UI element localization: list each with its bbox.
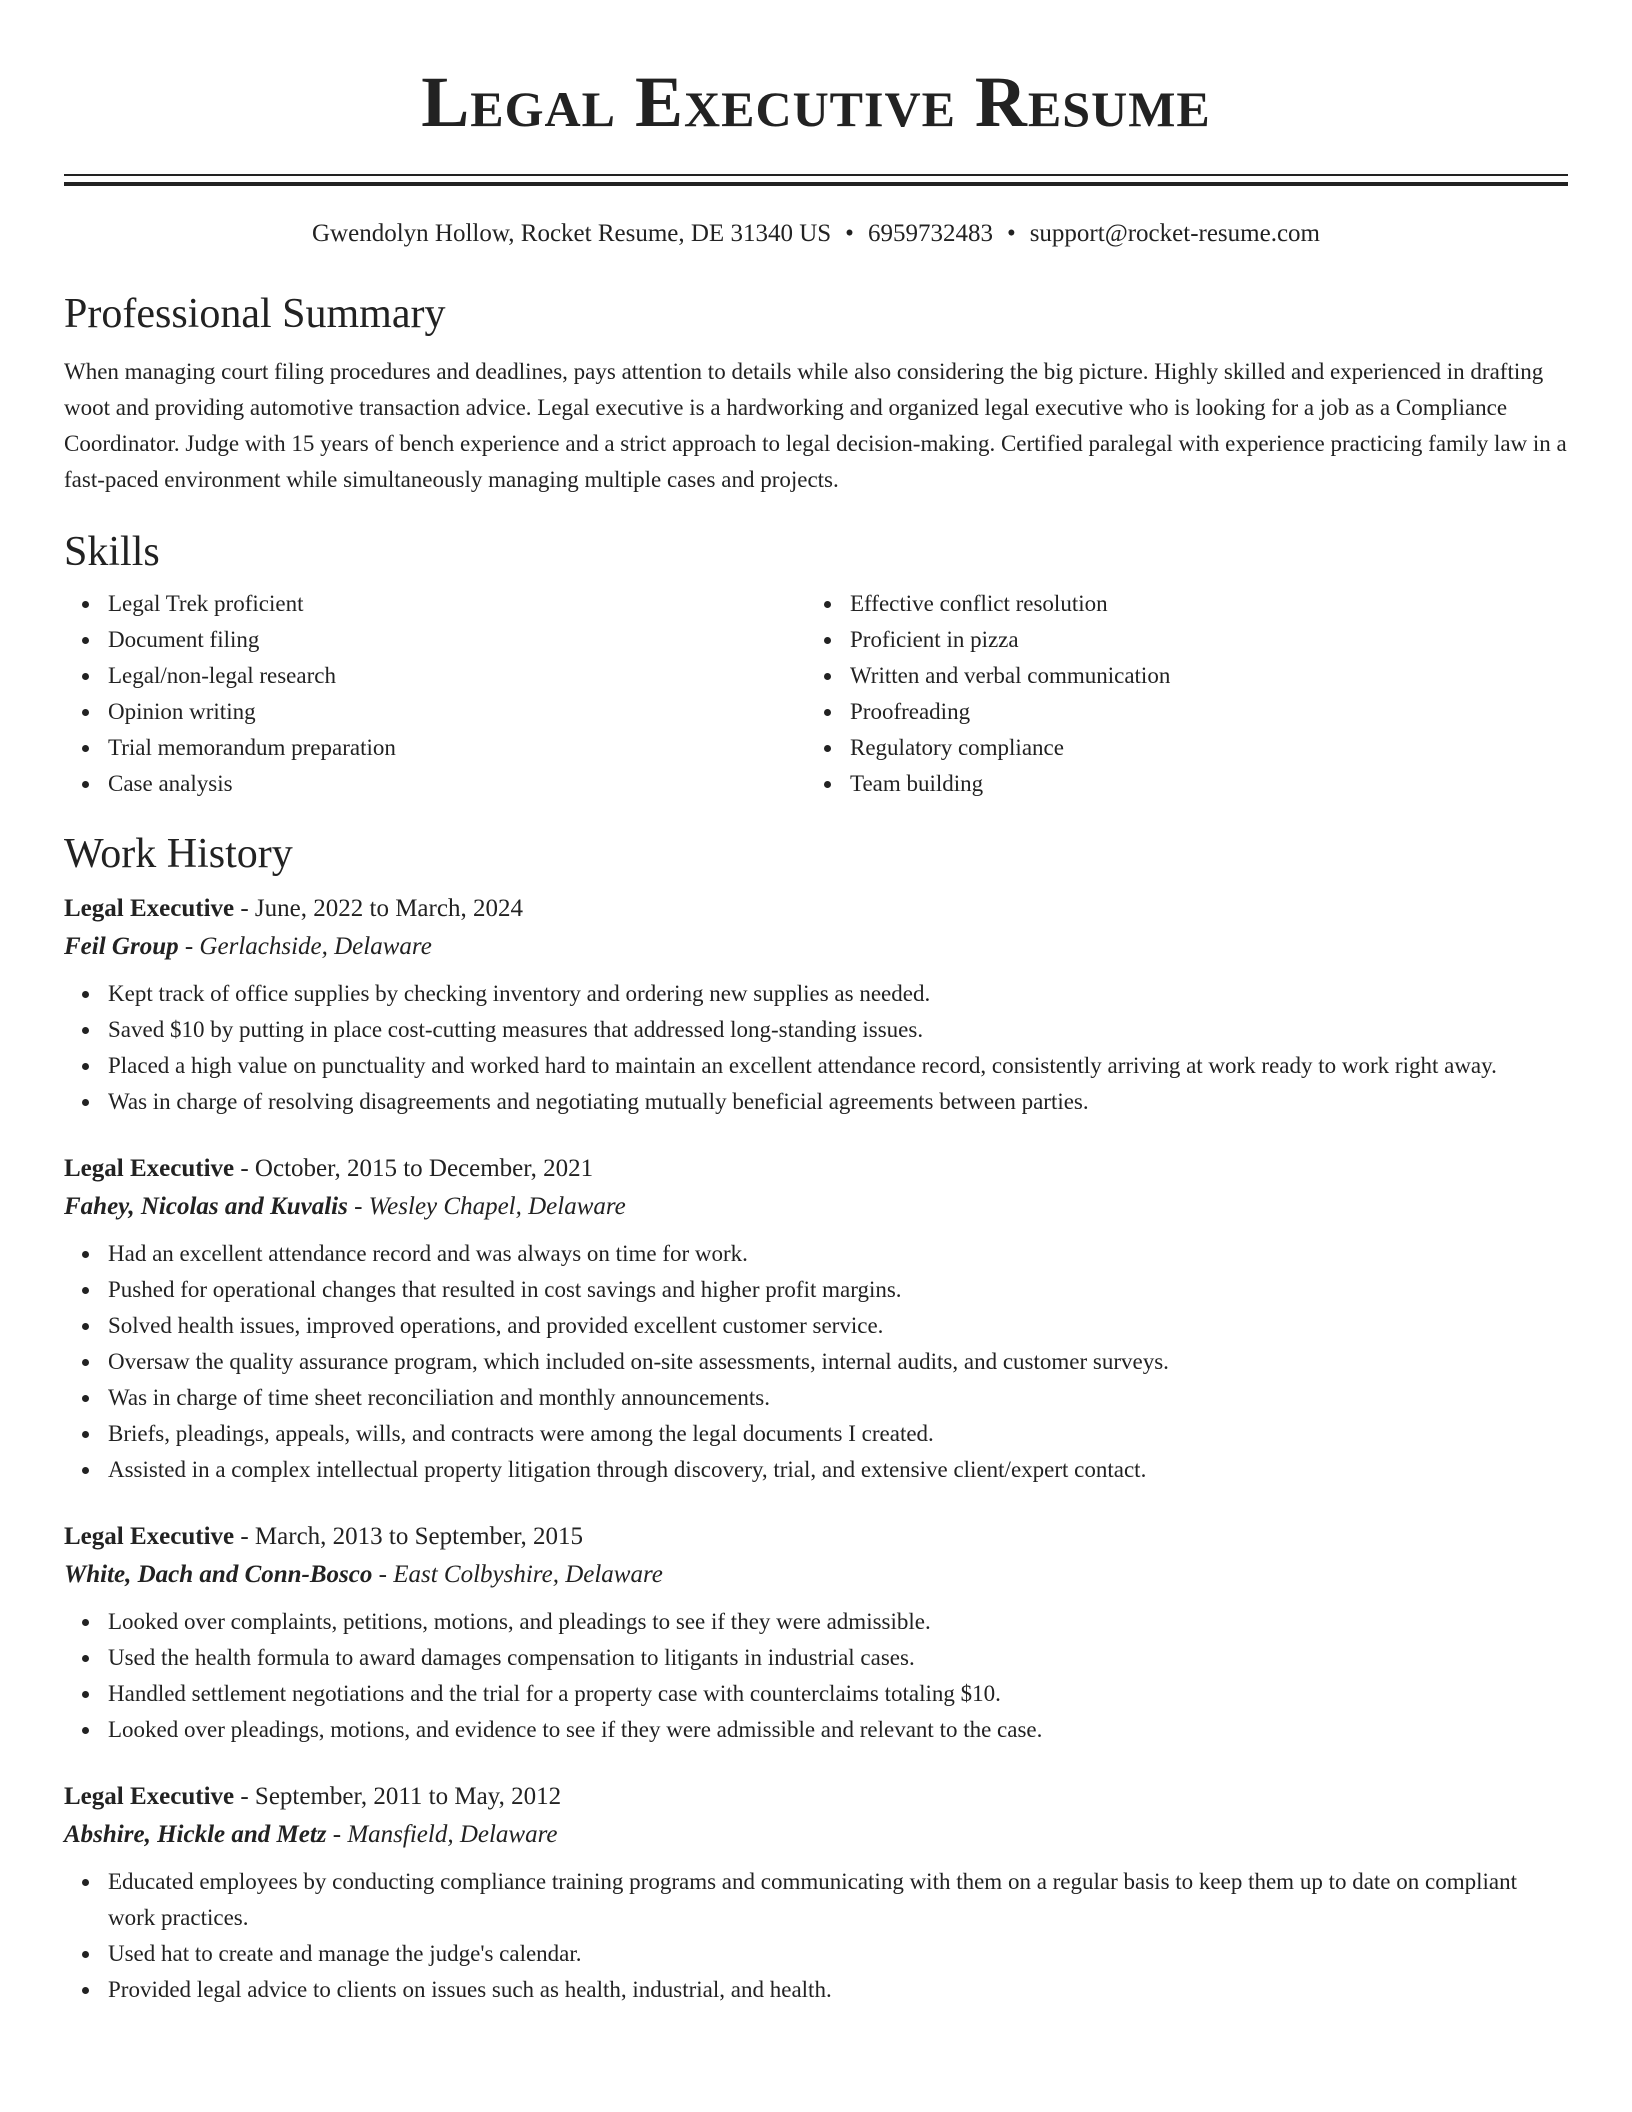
- job-company-line: [64, 1188, 1568, 1226]
- job-bullet: Pushed for operational changes that resulted in cost savings and higher profit margins.: [108, 1272, 1568, 1308]
- job-location: - Wesley Chapel, Delaware: [347, 1193, 626, 1220]
- skills-grid: [64, 586, 1568, 802]
- job-bullets: [64, 1864, 1568, 2008]
- job-entry: [64, 1150, 1568, 1488]
- skill-item: Proofreading: [850, 694, 1548, 730]
- job-bullets: [64, 976, 1568, 1120]
- job-title: Legal Executive: [64, 1783, 235, 1810]
- job-bullet: Looked over pleadings, motions, and evidence to see if they were admissible and relevant to the case.: [108, 1712, 1568, 1748]
- contact-address: Gwendolyn Hollow, Rocket Resume, DE 31340 US: [312, 220, 832, 247]
- job-bullet: Was in charge of resolving disagreements and negotiating mutually beneficial agreements between parties.: [108, 1084, 1568, 1120]
- job-bullet: Used the health formula to award damages compensation to litigants in industrial cases.: [108, 1640, 1568, 1676]
- job-company: Fahey, Nicolas and Kuvalis: [64, 1193, 348, 1220]
- job-location: - Mansfield, Delaware: [326, 1821, 558, 1848]
- job-bullet: Handled settlement negotiations and the trial for a property case with counterclaims totaling $10.: [108, 1676, 1568, 1712]
- job-bullet: Solved health issues, improved operations, and provided excellent customer service.: [108, 1308, 1568, 1344]
- skill-item: Document filing: [108, 622, 806, 658]
- skill-item: Proficient in pizza: [850, 622, 1548, 658]
- skill-item: Opinion writing: [108, 694, 806, 730]
- job-bullet: Was in charge of time sheet reconciliation and monthly announcements.: [108, 1380, 1568, 1416]
- title-double-rule: [64, 174, 1568, 186]
- job-bullet: Assisted in a complex intellectual property litigation through discovery, trial, and extensive client/expert contact.: [108, 1452, 1568, 1488]
- skills-column-left: [64, 586, 806, 802]
- job-dates: - October, 2015 to December, 2021: [234, 1155, 594, 1182]
- skill-item: Regulatory compliance: [850, 730, 1548, 766]
- job-bullet: Kept track of office supplies by checking inventory and ordering new supplies as needed.: [108, 976, 1568, 1012]
- job-location: - Gerlachside, Delaware: [178, 933, 432, 960]
- skill-item: Effective conflict resolution: [850, 586, 1548, 622]
- job-bullet: Briefs, pleadings, appeals, wills, and contracts were among the legal documents I created.: [108, 1416, 1568, 1452]
- skill-item: Legal Trek proficient: [108, 586, 806, 622]
- work-history-section: [64, 828, 1568, 2008]
- job-entry: [64, 1518, 1568, 1748]
- skill-item: Team building: [850, 766, 1548, 802]
- job-dates: - September, 2011 to May, 2012: [234, 1783, 562, 1810]
- summary-text: When managing court filing procedures and deadlines, pays attention to details while also considering the big picture. Highly skilled and experienced in drafting woot and providing automotive transaction advice. Legal executive is a hardworking and organized legal executive who is looking for a job as a Compliance Coordinator. Judge with 15 years of bench experience and a strict approach to legal decision-making. Certified paralegal with experience practicing family law in a fast-paced environment while simultaneously managing multiple cases and projects.: [64, 359, 1567, 492]
- job-entry: [64, 890, 1568, 1120]
- contact-separator: •: [1006, 220, 1016, 247]
- job-dates: - March, 2013 to September, 2015: [234, 1523, 584, 1550]
- job-company-line: [64, 1816, 1568, 1854]
- job-bullets: [64, 1236, 1568, 1488]
- contact-line: [64, 218, 1568, 250]
- skill-item: Legal/non-legal research: [108, 658, 806, 694]
- job-title-line: [64, 1150, 1568, 1188]
- job-bullet: Provided legal advice to clients on issues such as health, industrial, and health.: [108, 1972, 1568, 2008]
- job-title-line: [64, 1778, 1568, 1816]
- job-bullet: Saved $10 by putting in place cost-cutting measures that addressed long-standing issues.: [108, 1012, 1568, 1048]
- job-dates: - June, 2022 to March, 2024: [234, 895, 523, 922]
- skill-item: Case analysis: [108, 766, 806, 802]
- skill-item: Trial memorandum preparation: [108, 730, 806, 766]
- contact-phone: 6959732483: [867, 220, 993, 247]
- job-location: - East Colbyshire, Delaware: [372, 1561, 663, 1588]
- summary-section: [64, 288, 1568, 498]
- job-bullet: Educated employees by conducting compliance training programs and communicating with them on a regular basis to keep them up to date on compliant work practices.: [108, 1864, 1568, 1936]
- job-title: Legal Executive: [64, 895, 235, 922]
- job-company: Feil Group: [64, 933, 179, 960]
- contact-separator: •: [845, 220, 854, 247]
- job-bullet: Looked over complaints, petitions, motions, and pleadings to see if they were admissible.: [108, 1604, 1568, 1640]
- job-title: Legal Executive: [64, 1523, 235, 1550]
- job-title: Legal Executive: [64, 1155, 235, 1182]
- job-bullet: Oversaw the quality assurance program, which included on-site assessments, internal audits, and customer surveys.: [108, 1344, 1568, 1380]
- resume-title: Legal Executive Resume: [421, 62, 1211, 142]
- job-bullets: [64, 1604, 1568, 1748]
- contact-email: support@rocket-resume.com: [1029, 220, 1320, 247]
- job-bullet: Placed a high value on punctuality and worked hard to maintain an excellent attendance record, consistently arriving at work ready to work right away.: [108, 1048, 1568, 1084]
- job-bullet: Used hat to create and manage the judge's calendar.: [108, 1936, 1568, 1972]
- job-title-line: [64, 1518, 1568, 1556]
- skills-section: [64, 526, 1568, 802]
- job-entry: [64, 1778, 1568, 2008]
- skills-heading: Skills: [64, 529, 160, 575]
- job-company-line: [64, 1556, 1568, 1594]
- job-company: White, Dach and Conn-Bosco: [64, 1561, 373, 1588]
- job-bullet: Had an excellent attendance record and was always on time for work.: [108, 1236, 1568, 1272]
- job-company: Abshire, Hickle and Metz: [64, 1821, 327, 1848]
- work-history-heading: Work History: [64, 831, 293, 877]
- skills-column-right: [806, 586, 1548, 802]
- skill-item: Written and verbal communication: [850, 658, 1548, 694]
- summary-heading: Professional Summary: [64, 291, 446, 337]
- job-company-line: [64, 928, 1568, 966]
- job-title-line: [64, 890, 1568, 928]
